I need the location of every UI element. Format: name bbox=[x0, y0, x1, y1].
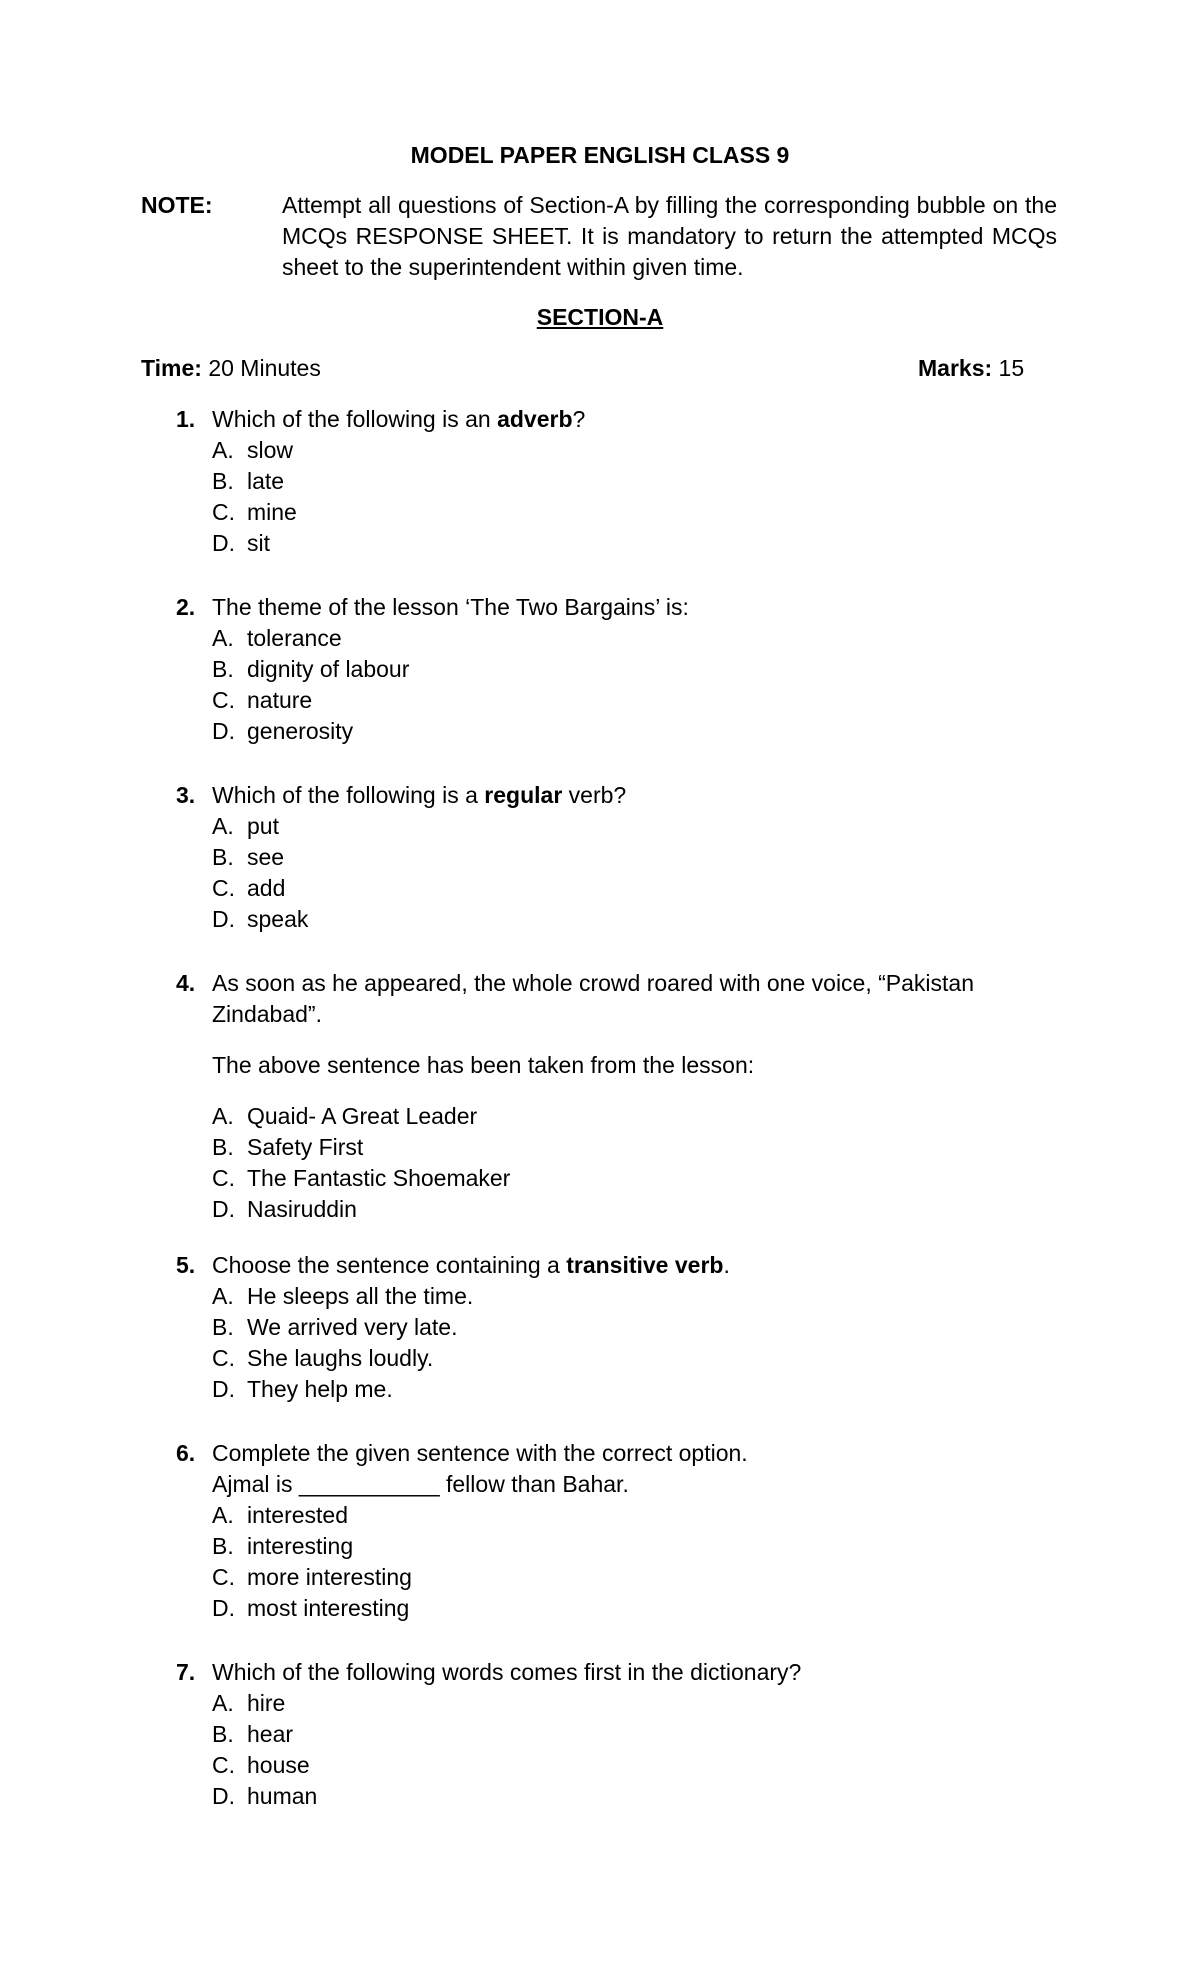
option-text: nature bbox=[247, 687, 313, 713]
option-letter: D. bbox=[212, 718, 235, 744]
question-text-pre: Choose the sentence containing a bbox=[212, 1252, 567, 1278]
option-letter: D. bbox=[212, 1196, 235, 1222]
option-d bbox=[212, 528, 1056, 559]
question-1 bbox=[176, 404, 1056, 559]
option-text: add bbox=[247, 875, 286, 901]
option-list bbox=[212, 811, 1056, 935]
question-text bbox=[212, 592, 1056, 623]
question-number: 1. bbox=[176, 406, 196, 432]
option-list bbox=[212, 435, 1056, 559]
option-c bbox=[212, 1562, 1056, 1593]
option-letter: A. bbox=[212, 1103, 234, 1129]
option-d bbox=[212, 1374, 1056, 1405]
question-4 bbox=[176, 968, 1056, 1225]
option-b bbox=[212, 1719, 1056, 1750]
marks-label: Marks: bbox=[918, 355, 993, 381]
option-text: tolerance bbox=[247, 625, 342, 651]
option-letter: C. bbox=[212, 1752, 235, 1778]
option-text: put bbox=[247, 813, 279, 839]
question-6 bbox=[176, 1438, 1056, 1624]
question-2 bbox=[176, 592, 1056, 747]
option-letter: A. bbox=[212, 1283, 234, 1309]
option-text: most interesting bbox=[247, 1595, 410, 1621]
question-text-pre: Which of the following is a bbox=[212, 782, 485, 808]
marks-value: 15 bbox=[992, 355, 1025, 381]
note-text: Attempt all questions of Section-A by filling the corresponding bubble on the MCQs RESPONSE SHEET. It is mandatory to return the attempted MCQs sheet to the superintendent within given time. bbox=[282, 192, 1057, 280]
question-number: 2. bbox=[176, 594, 196, 620]
option-letter: D. bbox=[212, 1595, 235, 1621]
option-text: more interesting bbox=[247, 1564, 412, 1590]
question-text-pre: Complete the given sentence with the correct option. bbox=[212, 1440, 748, 1466]
option-text: generosity bbox=[247, 718, 354, 744]
option-b bbox=[212, 842, 1056, 873]
question-text-bold: regular bbox=[484, 782, 563, 808]
option-text: Safety First bbox=[247, 1134, 364, 1160]
option-text: speak bbox=[247, 906, 309, 932]
option-c bbox=[212, 1343, 1056, 1374]
option-letter: D. bbox=[212, 530, 235, 556]
option-text: mine bbox=[247, 499, 297, 525]
option-letter: B. bbox=[212, 468, 234, 494]
option-letter: B. bbox=[212, 1533, 234, 1559]
option-d bbox=[212, 1593, 1056, 1624]
option-text: Quaid- A Great Leader bbox=[247, 1103, 478, 1129]
time-value: 20 Minutes bbox=[201, 355, 321, 381]
option-letter: B. bbox=[212, 844, 234, 870]
option-list bbox=[212, 623, 1056, 747]
question-text-pre: Which of the following words comes first in the dictionary? bbox=[212, 1659, 802, 1685]
option-c bbox=[212, 497, 1056, 528]
question-text-bold: adverb bbox=[497, 406, 573, 432]
question-5 bbox=[176, 1250, 1056, 1405]
question-text bbox=[212, 1250, 1056, 1281]
option-letter: B. bbox=[212, 1314, 234, 1340]
option-letter: A. bbox=[212, 1502, 234, 1528]
option-letter: A. bbox=[212, 813, 234, 839]
option-letter: B. bbox=[212, 1134, 234, 1160]
question-text-bold: transitive verb bbox=[566, 1252, 724, 1278]
option-text: He sleeps all the time. bbox=[247, 1283, 474, 1309]
option-letter: A. bbox=[212, 625, 234, 651]
question-number: 7. bbox=[176, 1659, 196, 1685]
paper-title bbox=[0, 140, 1200, 171]
question-text-pre: As soon as he appeared, the whole crowd roared with one voice, “Pakistan Zindabad”. bbox=[212, 970, 974, 1027]
option-text: She laughs loudly. bbox=[247, 1345, 434, 1371]
question-number: 4. bbox=[176, 970, 196, 996]
marks-info bbox=[918, 353, 1024, 384]
option-a bbox=[212, 1281, 1056, 1312]
option-text: slow bbox=[247, 437, 294, 463]
option-letter: B. bbox=[212, 1721, 234, 1747]
option-a bbox=[212, 1101, 1056, 1132]
option-text: see bbox=[247, 844, 285, 870]
option-text: The Fantastic Shoemaker bbox=[247, 1165, 511, 1191]
option-text: human bbox=[247, 1783, 318, 1809]
option-d bbox=[212, 1781, 1056, 1812]
option-text: hire bbox=[247, 1690, 286, 1716]
option-text: We arrived very late. bbox=[247, 1314, 458, 1340]
question-text bbox=[212, 1438, 1056, 1469]
option-c bbox=[212, 873, 1056, 904]
question-number: 5. bbox=[176, 1252, 196, 1278]
paper-title-text: MODEL PAPER ENGLISH CLASS 9 bbox=[410, 142, 790, 168]
question-blank-sentence: Ajmal is ___________ fellow than Bahar. bbox=[212, 1471, 629, 1497]
option-letter: C. bbox=[212, 875, 235, 901]
option-text: sit bbox=[247, 530, 270, 556]
option-text: late bbox=[247, 468, 285, 494]
option-letter: C. bbox=[212, 1345, 235, 1371]
option-list bbox=[212, 1281, 1056, 1405]
question-text-post: verb? bbox=[562, 782, 627, 808]
option-a bbox=[212, 811, 1056, 842]
option-letter: C. bbox=[212, 687, 235, 713]
option-text: They help me. bbox=[247, 1376, 393, 1402]
option-d bbox=[212, 904, 1056, 935]
section-title bbox=[0, 302, 1200, 333]
option-list bbox=[212, 1101, 1056, 1225]
option-c bbox=[212, 1750, 1056, 1781]
option-letter: C. bbox=[212, 1564, 235, 1590]
question-text bbox=[212, 780, 1056, 811]
option-b bbox=[212, 466, 1056, 497]
option-b bbox=[212, 1132, 1056, 1163]
time-label: Time: bbox=[141, 355, 202, 381]
option-letter: D. bbox=[212, 1376, 235, 1402]
question-number: 3. bbox=[176, 782, 196, 808]
option-list bbox=[212, 1688, 1056, 1812]
question-text bbox=[212, 968, 992, 1030]
question-text bbox=[212, 1657, 1056, 1688]
note-label: NOTE: bbox=[141, 192, 213, 218]
option-a bbox=[212, 435, 1056, 466]
option-text: house bbox=[247, 1752, 310, 1778]
option-d bbox=[212, 1194, 1056, 1225]
option-a bbox=[212, 1500, 1056, 1531]
option-b bbox=[212, 1312, 1056, 1343]
question-subtext: The above sentence has been taken from the lesson: bbox=[212, 1052, 755, 1078]
option-c bbox=[212, 685, 1056, 716]
option-text: interested bbox=[247, 1502, 349, 1528]
question-number: 6. bbox=[176, 1440, 196, 1466]
question-text bbox=[212, 404, 1056, 435]
option-c bbox=[212, 1163, 1056, 1194]
option-letter: D. bbox=[212, 906, 235, 932]
question-text-pre: The theme of the lesson ‘The Two Bargains’ is: bbox=[212, 594, 689, 620]
option-b bbox=[212, 1531, 1056, 1562]
option-b bbox=[212, 654, 1056, 685]
option-letter: C. bbox=[212, 499, 235, 525]
question-text-post: . bbox=[723, 1252, 730, 1278]
question-7 bbox=[176, 1657, 1056, 1812]
option-a bbox=[212, 1688, 1056, 1719]
option-text: dignity of labour bbox=[247, 656, 410, 682]
section-title-text: SECTION-A bbox=[536, 304, 664, 330]
question-text-post: ? bbox=[572, 406, 586, 432]
option-letter: A. bbox=[212, 1690, 234, 1716]
option-text: interesting bbox=[247, 1533, 354, 1559]
time-info bbox=[141, 353, 321, 384]
option-list bbox=[212, 1500, 1056, 1624]
option-letter: C. bbox=[212, 1165, 235, 1191]
option-text: hear bbox=[247, 1721, 294, 1747]
question-text-pre: Which of the following is an bbox=[212, 406, 498, 432]
option-letter: D. bbox=[212, 1783, 235, 1809]
question-3 bbox=[176, 780, 1056, 935]
option-letter: A. bbox=[212, 437, 234, 463]
option-d bbox=[212, 716, 1056, 747]
option-text: Nasiruddin bbox=[247, 1196, 357, 1222]
option-letter: B. bbox=[212, 656, 234, 682]
option-a bbox=[212, 623, 1056, 654]
